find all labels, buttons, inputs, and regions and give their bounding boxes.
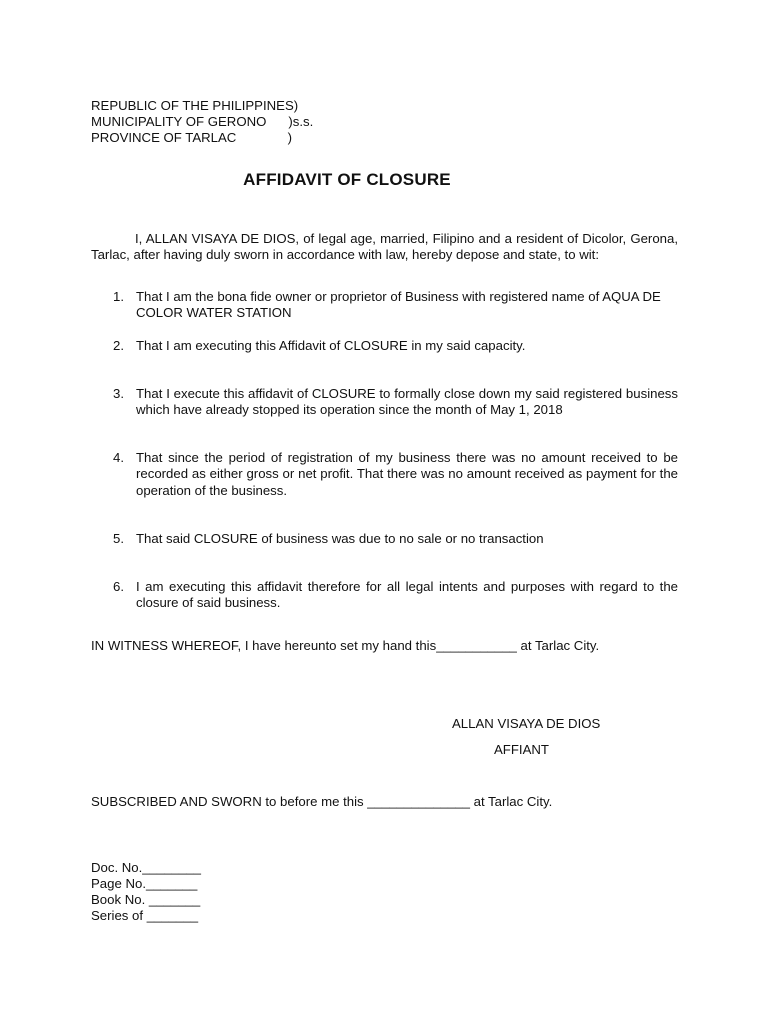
statement-number: 6. — [113, 579, 124, 594]
document-title: AFFIDAVIT OF CLOSURE — [243, 170, 451, 189]
statement-number: 1. — [113, 289, 124, 304]
statement-number: 5. — [113, 531, 124, 546]
series-line: Series of _______ — [91, 908, 199, 923]
statement-item-3 — [91, 386, 678, 419]
statement-text: That I am the bona fide owner or proprietor of Business with registered name of AQUA DE COLOR WATER STATION — [136, 289, 661, 321]
jurat-clause: SUBSCRIBED AND SWORN to before me this ______________ at Tarlac City. — [91, 794, 553, 809]
statement-text: That said CLOSURE of business was due to no sale or no transaction — [136, 531, 544, 546]
affiant-name: ALLAN VISAYA DE DIOS — [452, 716, 601, 731]
statement-number: 4. — [113, 450, 124, 465]
statement-text: I am executing this affidavit therefore for all legal intents and purposes with regard to the closure of said business. — [136, 579, 678, 611]
venue-republic-line: REPUBLIC OF THE PHILIPPINES) — [91, 98, 299, 113]
book-no-line: Book No. _______ — [91, 892, 201, 907]
affiant-label: AFFIANT — [494, 742, 549, 757]
statement-text: That I am executing this Affidavit of CLOSURE in my said capacity. — [136, 338, 526, 353]
venue-province-line: PROVINCE OF TARLAC ) — [91, 130, 293, 145]
statement-number: 3. — [113, 386, 124, 401]
statement-item-1 — [91, 289, 678, 322]
statement-text: That since the period of registration of my business there was no amount received to be recorded as either gross or net profit. That there was no amount received as payment for the operation of the business. — [136, 450, 678, 498]
statement-number: 2. — [113, 338, 124, 353]
statement-text: That I execute this affidavit of CLOSURE to formally close down my said registered business which have already stopped its operation since the month of May 1, 2018 — [136, 386, 678, 418]
page-no-line: Page No._______ — [91, 876, 198, 891]
venue-municipality-line: MUNICIPALITY OF GERONO )s.s. — [91, 114, 314, 129]
witness-clause: IN WITNESS WHEREOF, I have hereunto set my hand this___________ at Tarlac City. — [91, 638, 600, 653]
statement-item-6 — [91, 579, 678, 612]
statement-item-2 — [91, 338, 678, 354]
statement-item-5 — [91, 531, 678, 547]
intro-paragraph: I, ALLAN VISAYA DE DIOS, of legal age, married, Filipino and a resident of Dicolor, Gerona, Tarlac, after having duly sworn in accordance with law, hereby depose and state, to wit: — [91, 231, 678, 263]
statement-item-4 — [91, 450, 678, 499]
doc-no-line: Doc. No.________ — [91, 860, 201, 875]
